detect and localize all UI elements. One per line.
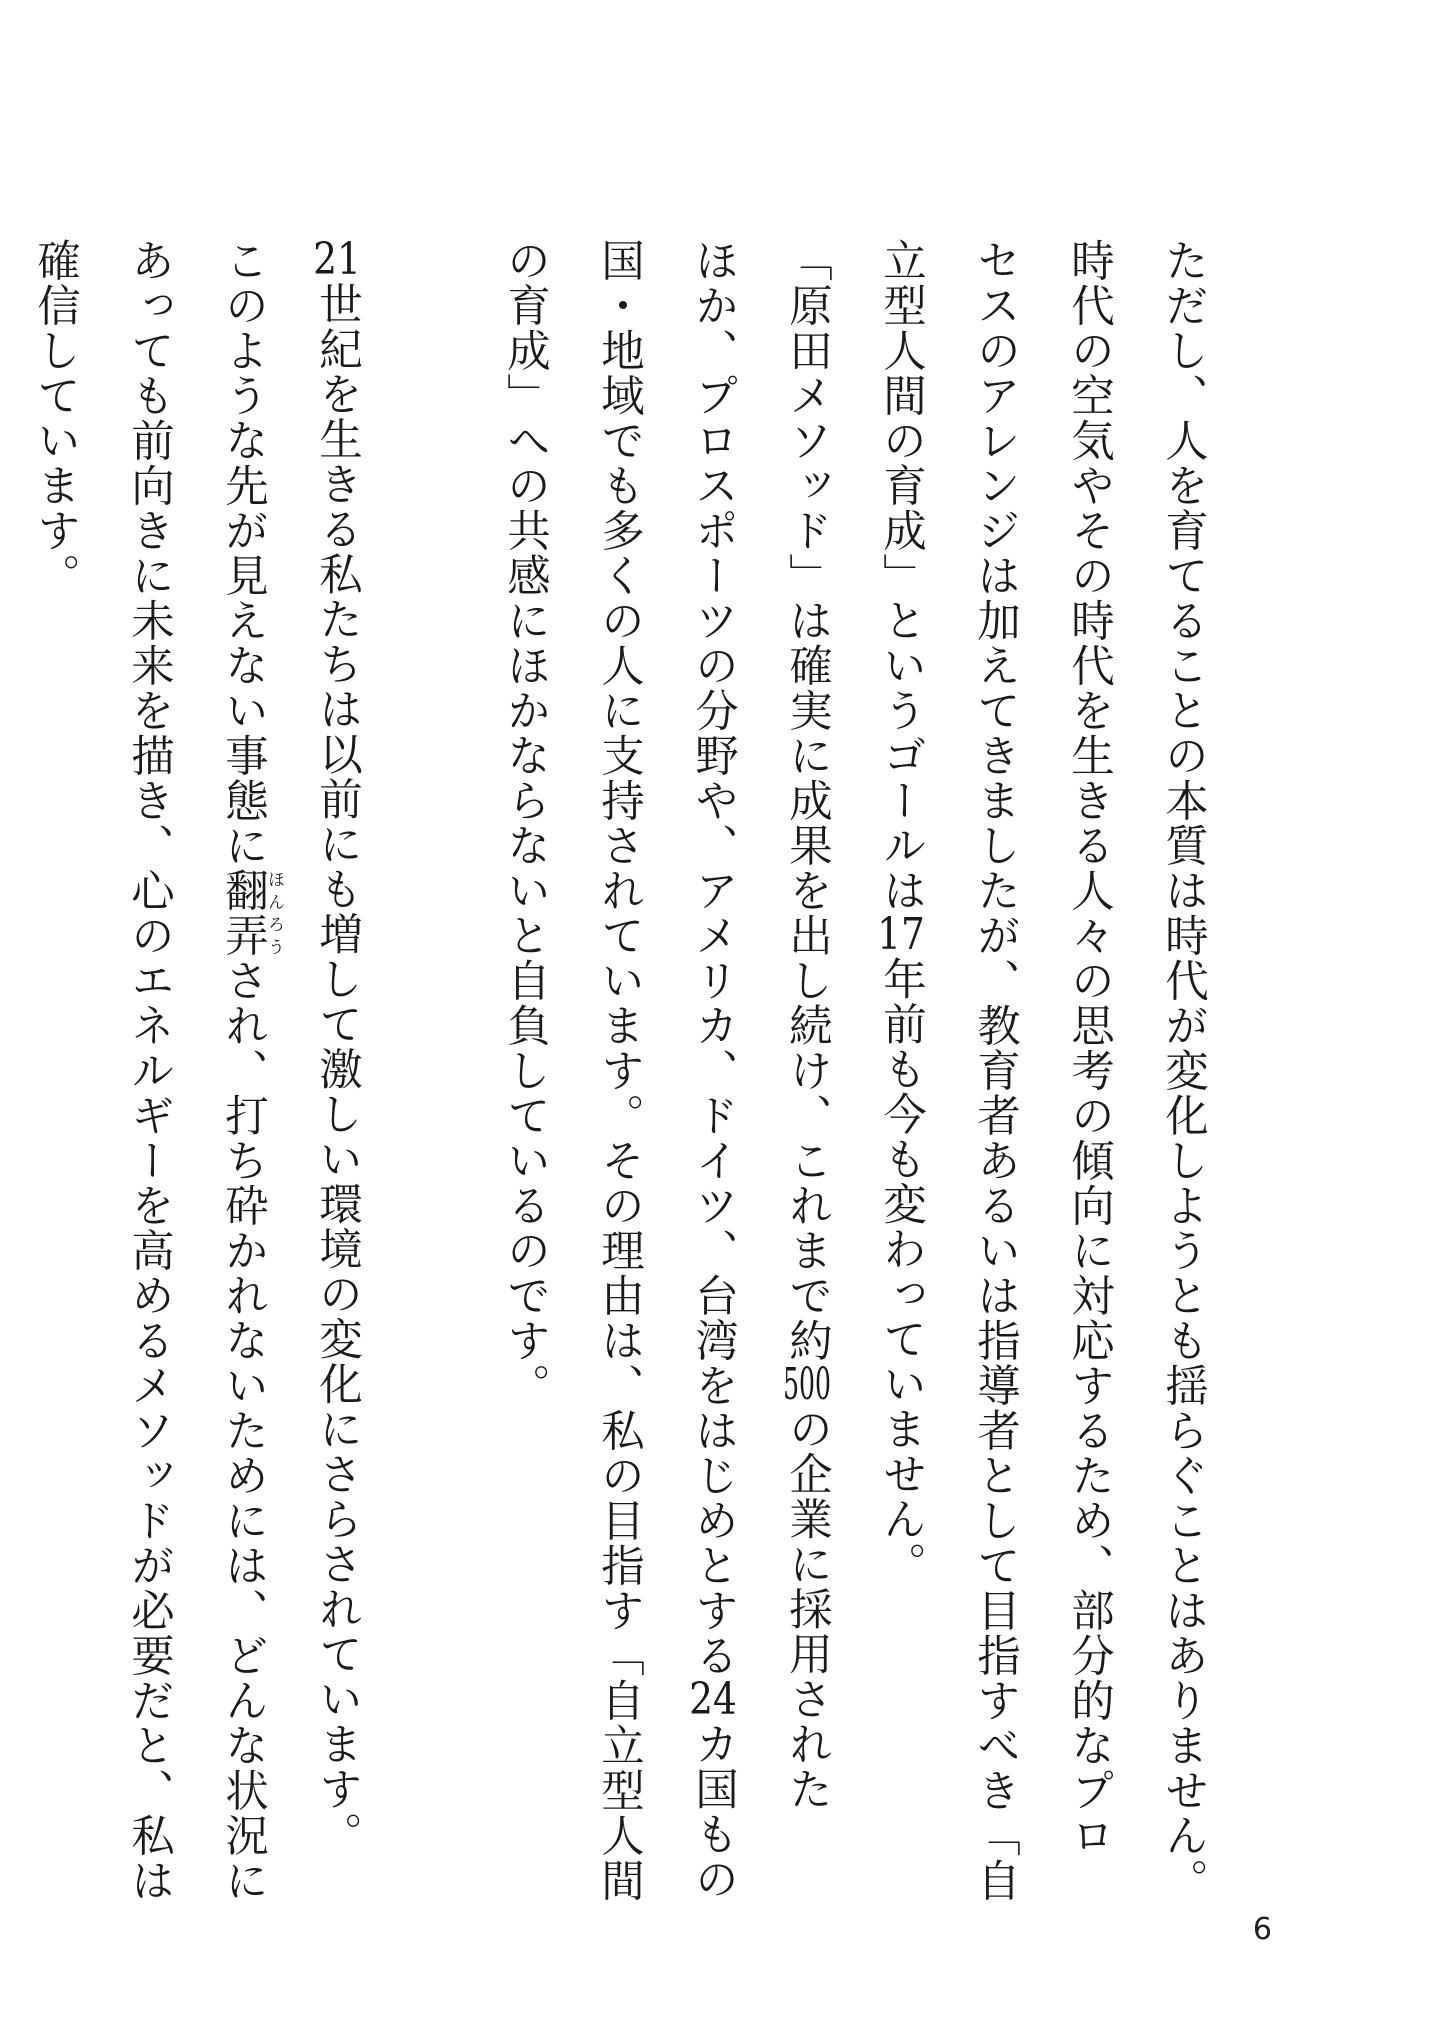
text-line: セスのアレンジは加えてきましたが、教育者あるいは指導者として目指すべき「自 (970, 238, 1020, 1903)
text-line: 国・地域でも多くの人に支持されています。その理由は、私の目指す「自立型人間 (594, 238, 644, 1903)
text-line: 時代の空気やその時代を生きる人々の思考の傾向に対応するため、部分的なプロ (1064, 238, 1114, 1858)
text-line-with-ruby: このような先が見えない事態に翻弄ほんろうされ、打ち砕かれないためには、どんな状況に (218, 238, 284, 1903)
text-line: あっても前向きに未来を描き、心のエネルギーを高めるメソッドが必要だと、私は (124, 238, 174, 1903)
paragraph-1 (478, 238, 1230, 1903)
page-number: 6 (1252, 1912, 1272, 1947)
ruby-reading: ほんろう (264, 868, 284, 958)
text-line: 確信しています。 (30, 238, 80, 598)
paragraph-2 (8, 238, 384, 1903)
text-line: 21世紀を生きる私たちは以前にも増して激しい環境の変化にさらされています。 (312, 238, 362, 1857)
text-line: の育成」への共感にほかならないと自負しているのです。 (500, 238, 550, 1408)
ruby-annotation: 翻弄ほんろう (218, 868, 284, 958)
paragraph-gap (384, 238, 478, 239)
text-line: ほか、プロスポーツの分野や、アメリカ、ドイツ、台湾をはじめとする24カ国もの (688, 238, 738, 1902)
text-line: 「原田メソッド」は確実に成果を出し続け、これまで約500の企業に採用された (782, 238, 832, 1812)
text-line: 立型人間の育成」というゴールは17年前も今も変わっていません。 (876, 238, 926, 1587)
text-line: ただし、人を育てることの本質は時代が変化しようとも揺らぐことはありません。 (1158, 238, 1208, 1903)
vertical-text-body (8, 238, 1230, 1903)
